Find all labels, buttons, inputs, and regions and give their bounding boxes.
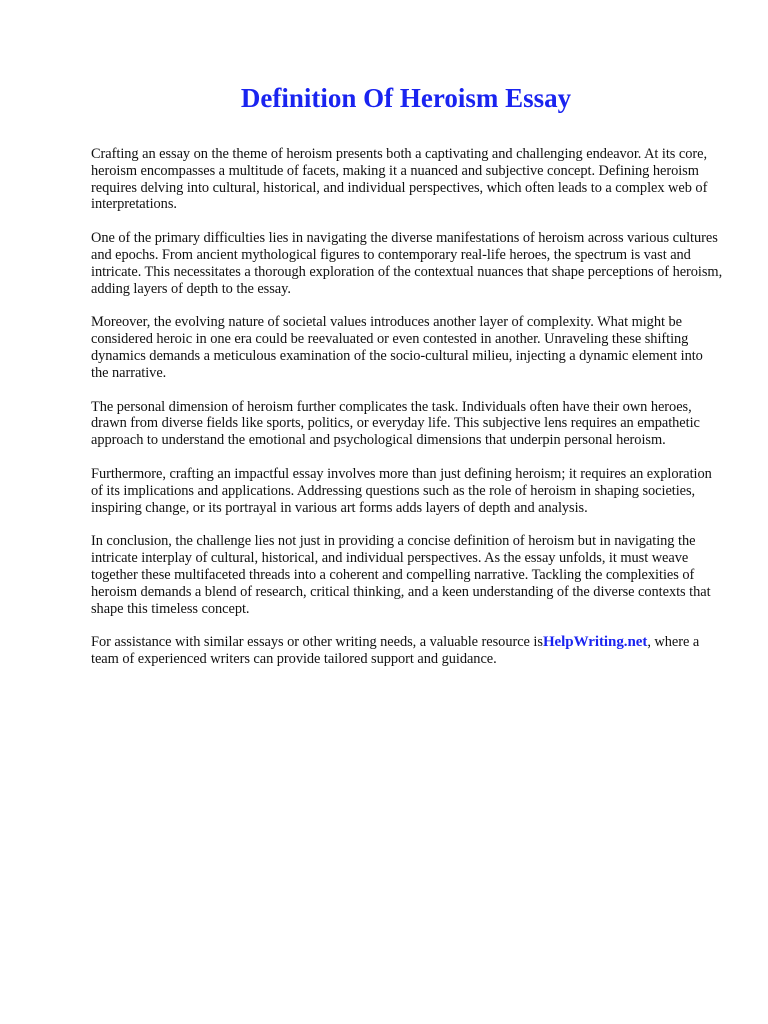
helpwriting-link[interactable]: HelpWriting.net <box>542 634 648 651</box>
paragraph-conclusion: In conclusion, the challenge lies not just in providing a concise definition of heroism but in navigating the intricate interplay of cultural, historical, and individual perspectives. As the essay unfolds, it must weave together these multifaceted threads into a coherent and compelling narrative. Tackling the complexities of heroism demands a blend of research, critical thinking, and a keen understanding of the diverse contexts that shape this timeless concept. <box>91 533 711 617</box>
closing-text-after-link: , where a team of experienced writers can provide tailored support and guidance. <box>91 634 700 668</box>
paragraph-personal-dimension: The personal dimension of heroism further complicates the task. Individuals often have their own heroes, drawn from diverse fields like sports, politics, or everyday life. This subjective lens requires an empathetic approach to understand the emotional and psychological dimensions that underpin personal heroism. <box>91 398 700 449</box>
document-title: Definition Of Heroism Essay <box>240 83 572 113</box>
closing-text-before-link: For assistance with similar essays or other writing needs, a valuable resource is <box>91 634 543 651</box>
paragraph-intro: Crafting an essay on the theme of heroism presents both a captivating and challenging endeavor. At its core, heroism encompasses a multitude of facets, making it a nuanced and subjective concept. Defining heroism requires delving into cultural, historical, and individual perspectives, which often leads to a complex web of interpretations. <box>91 146 708 213</box>
paragraph-implications: Furthermore, crafting an impactful essay involves more than just defining heroism; it requires an exploration of its implications and applications. Addressing questions such as the role of heroism in shaping societies, inspiring change, or its portrayal in various art forms adds layers of depth and analysis. <box>91 465 712 516</box>
paragraph-societal-values: Moreover, the evolving nature of societal values introduces another layer of complexity. What might be considered heroic in one era could be reevaluated or even contested in another. Unraveling these shifting dynamics demands a meticulous examination of the socio-cultural milieu, injecting a dynamic element into the narrative. <box>91 314 703 381</box>
document-body <box>91 146 723 685</box>
paragraph-closing <box>91 634 723 668</box>
paragraph-diverse-manifestations: One of the primary difficulties lies in navigating the diverse manifestations of heroism across various cultures and epochs. From ancient mythological figures to contemporary real-life heroes, the spectrum is vast and intricate. This necessitates a thorough exploration of the contextual nuances that shape perceptions of heroism, adding layers of depth to the essay. <box>91 230 723 297</box>
